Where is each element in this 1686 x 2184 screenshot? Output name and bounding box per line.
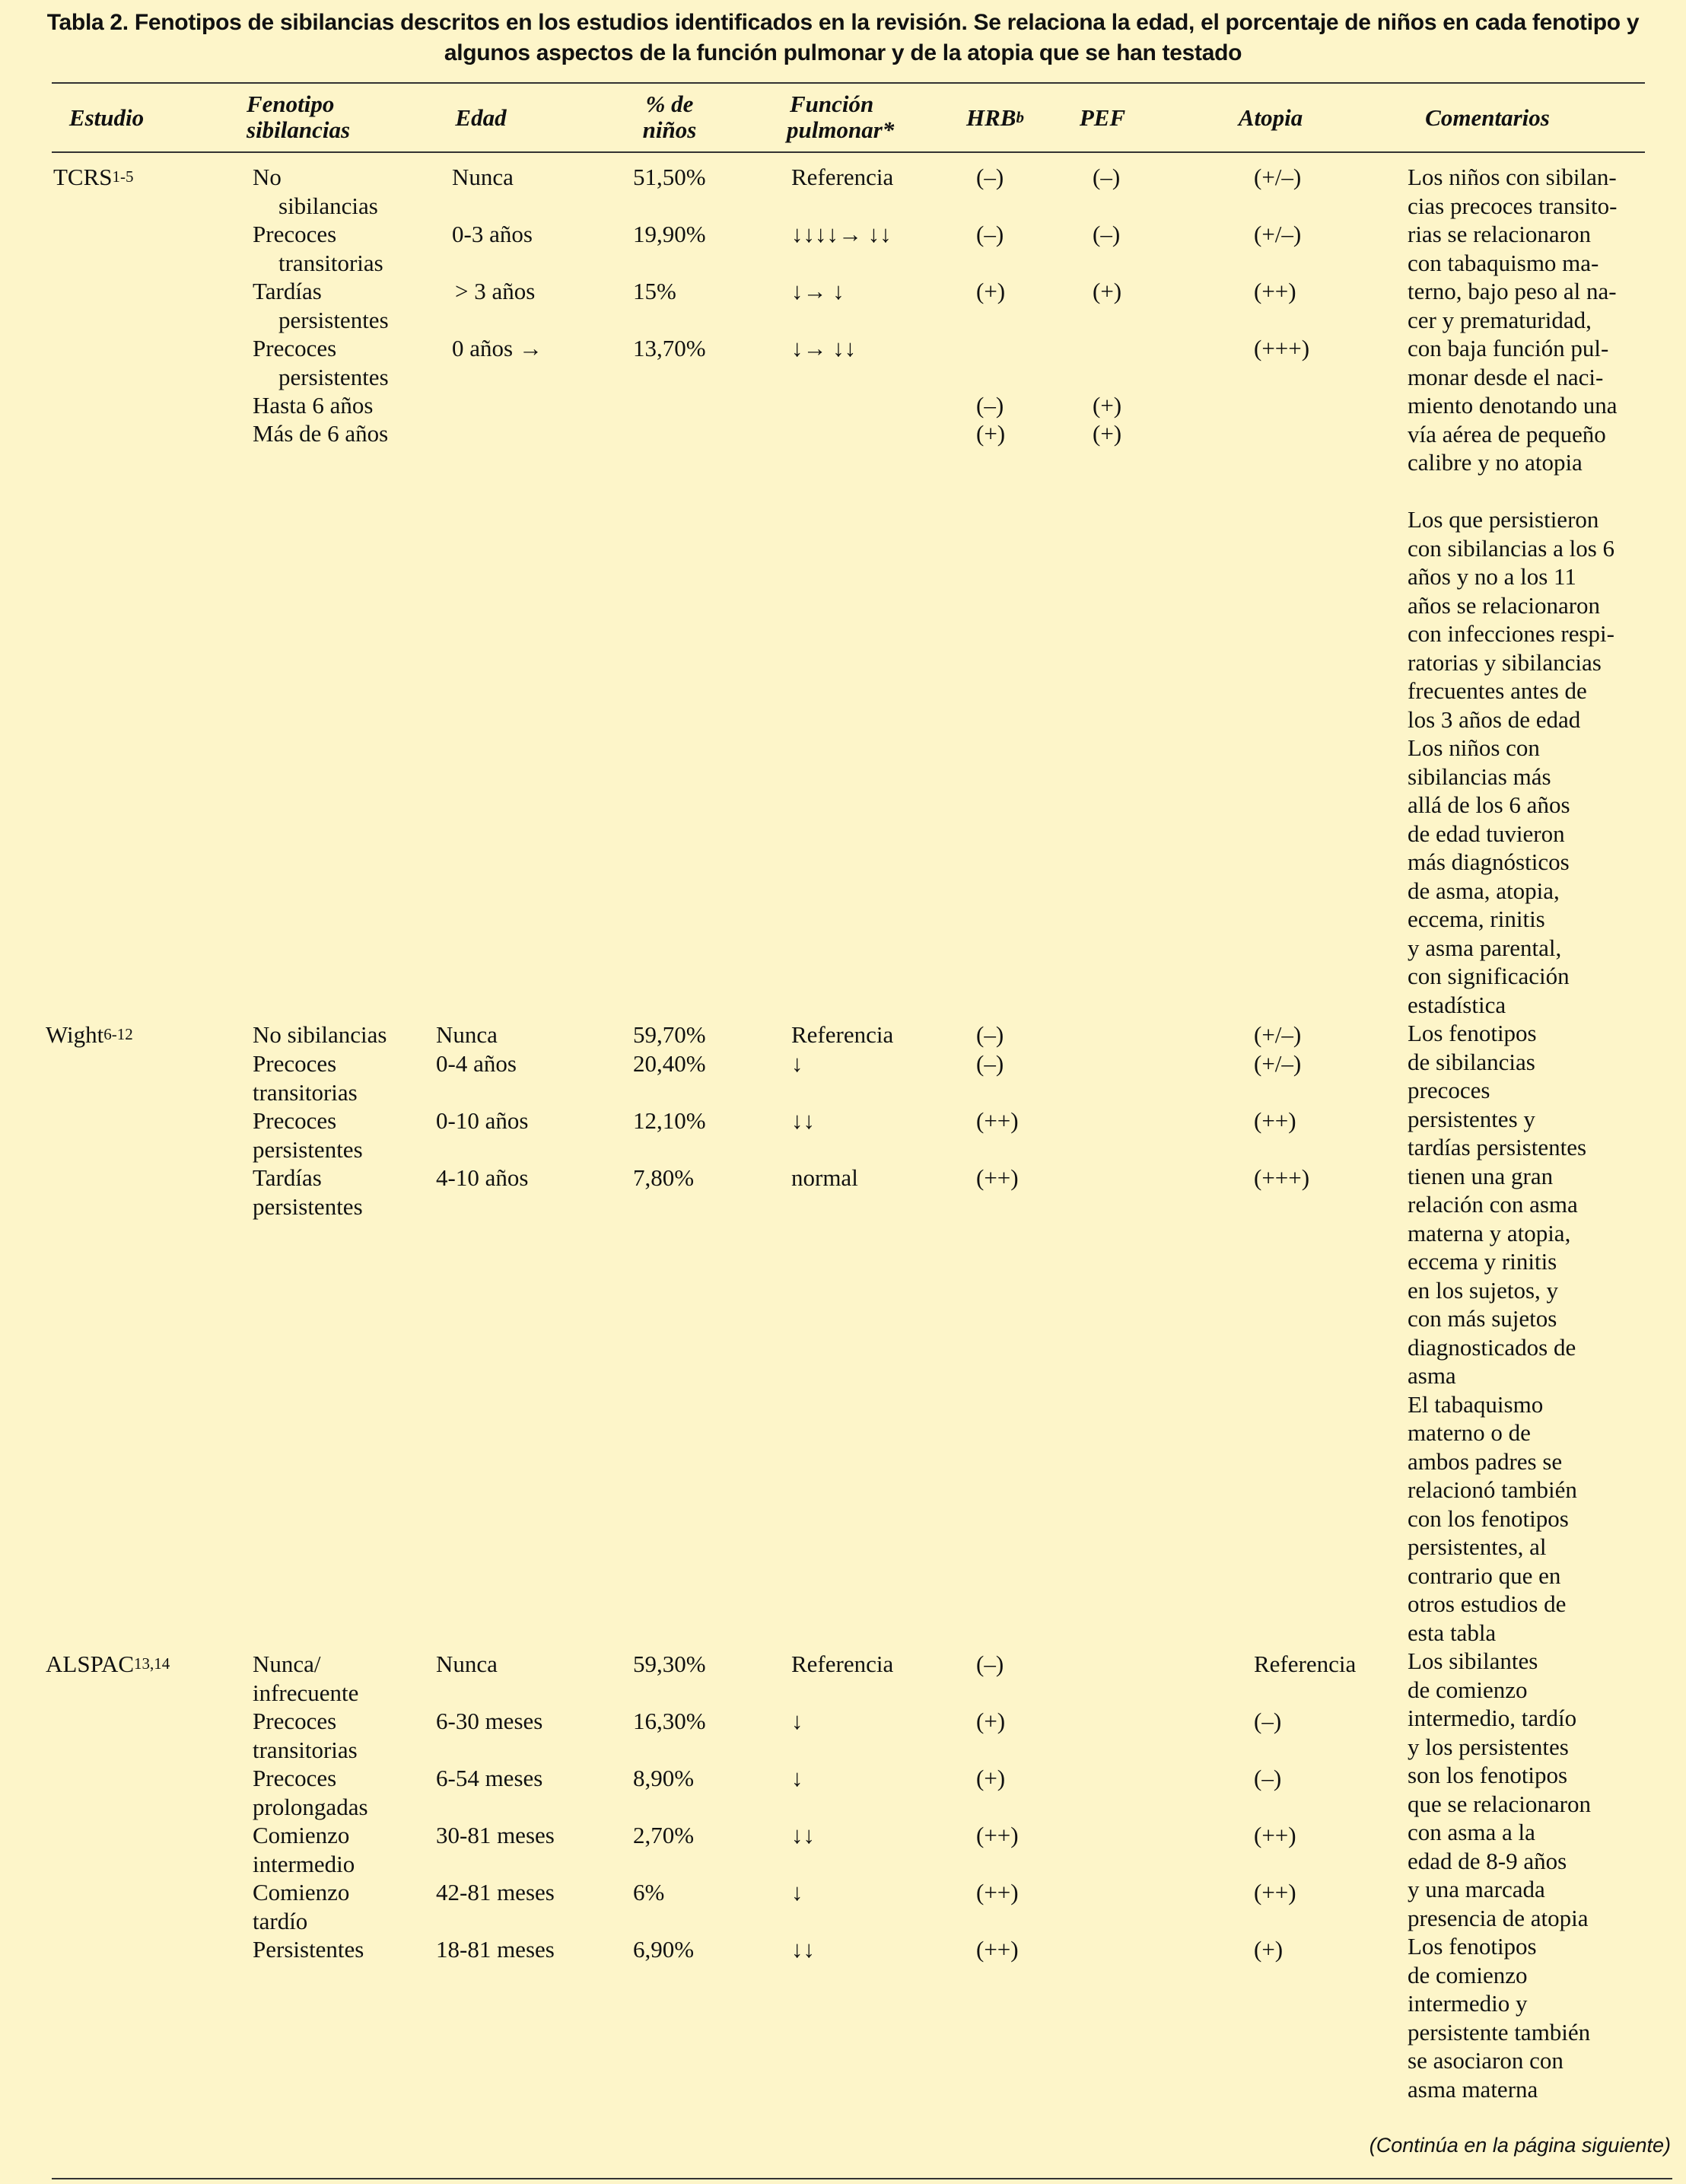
alspac-row-1-atopia: Referencia — [1254, 1651, 1357, 1677]
comment-line: otros estudios de — [1408, 1590, 1567, 1617]
comment-line: y asma parental, — [1408, 934, 1562, 961]
alspac-row-1-fenotipo — [253, 1650, 358, 1707]
comment-line: intermedio y — [1408, 1990, 1528, 2017]
comment-line: los 3 años de edad — [1408, 705, 1581, 733]
tcrs-row-2-pef: (–) — [1093, 221, 1121, 247]
tcrs-row-4-fen-line-2: persistentes — [278, 363, 389, 390]
comment-line: contrario que en — [1408, 1562, 1561, 1589]
study-wight-refs: 6-12 — [103, 1025, 133, 1043]
wight-row-2-pct: 20,40% — [633, 1050, 706, 1077]
wight-row-4-pct: 7,80% — [633, 1164, 695, 1191]
wight-row-3-fen-line-1: Precoces — [253, 1107, 337, 1134]
study-alspac — [46, 1650, 170, 1679]
tcrs-row-3-fen-line-1: Tardías — [253, 278, 322, 304]
comment-line: El tabaquismo — [1408, 1390, 1544, 1418]
wight-row-1-hrb: (–) — [976, 1021, 1004, 1048]
tcrs-row-2-funcion: ↓↓↓↓→ ↓↓ — [791, 221, 892, 247]
header-hrb — [966, 105, 1024, 131]
comment-line: relacionó también — [1408, 1476, 1577, 1503]
comment-line: cias precoces transito- — [1408, 192, 1618, 219]
wight-row-1-fenotipo: No sibilancias — [253, 1021, 387, 1048]
study-wight — [46, 1020, 133, 1049]
alspac-row-6-funcion: ↓↓ — [791, 1936, 815, 1963]
comment-line: materno o de — [1408, 1419, 1531, 1446]
header-pct-line-1: % de — [645, 91, 694, 117]
tcrs-row-6-pef: (+) — [1093, 420, 1122, 447]
comment-line: de comienzo — [1408, 1961, 1528, 1988]
alspac-row-2-fen-line-1: Precoces — [253, 1708, 337, 1734]
header-atopia: Atopia — [1238, 104, 1303, 131]
comment-line: ambos padres se — [1408, 1447, 1563, 1475]
alspac-row-4-fen-line-2: intermedio — [253, 1850, 355, 1877]
table-caption — [15, 8, 1671, 68]
alspac-row-4-edad: 30-81 meses — [436, 1822, 555, 1848]
comment-line: edad de 8-9 años — [1408, 1847, 1567, 1874]
comment-line: sibilancias más — [1408, 762, 1551, 790]
study-tcrs-refs: 1-5 — [112, 167, 134, 186]
comment-line: intermedio, tardío — [1408, 1705, 1577, 1731]
comment-line: con tabaquismo ma- — [1408, 249, 1599, 276]
tcrs-row-2-pct: 19,90% — [633, 221, 706, 247]
tcrs-row-2-atopia: (+/–) — [1254, 221, 1302, 247]
comment-line: persistente también — [1408, 2018, 1591, 2046]
tcrs-row-1-edad: Nunca — [452, 164, 514, 190]
alspac-row-6-hrb: (++) — [976, 1936, 1019, 1963]
study-tcrs-name: TCRS — [53, 164, 113, 190]
tcrs-row-3-pef: (+) — [1093, 278, 1122, 304]
wight-row-1-edad: Nunca — [436, 1021, 498, 1048]
tcrs-row-2-fenotipo — [253, 220, 383, 277]
comment-line: eccema y rinitis — [1408, 1248, 1557, 1275]
comment-line: de edad tuvieron — [1408, 820, 1565, 847]
alspac-row-6-edad: 18-81 meses — [436, 1936, 555, 1963]
comment-line: con significación — [1408, 963, 1570, 989]
alspac-row-6-atopia: (+) — [1254, 1936, 1284, 1963]
alspac-row-4-funcion: ↓↓ — [791, 1822, 815, 1848]
tcrs-row-3-fen-line-2: persistentes — [278, 306, 389, 333]
header-fenotipo — [247, 91, 350, 143]
alspac-row-2-edad: 6-30 meses — [436, 1708, 543, 1734]
header-funcion — [787, 91, 894, 143]
tcrs-row-4-edad: 0 años → — [452, 335, 542, 361]
alspac-row-1-edad: Nunca — [436, 1651, 498, 1677]
alspac-row-6-fenotipo: Persistentes — [253, 1936, 364, 1963]
alspac-row-1-hrb: (–) — [976, 1651, 1004, 1677]
alspac-row-5-fen-line-2: tardío — [253, 1907, 308, 1934]
alspac-row-4-atopia: (++) — [1254, 1822, 1296, 1848]
header-rule — [52, 151, 1645, 153]
top-rule — [52, 82, 1645, 84]
tcrs-row-5-hrb: (–) — [976, 392, 1004, 419]
comment-line: frecuentes antes de — [1408, 677, 1587, 704]
alspac-row-5-atopia: (++) — [1254, 1879, 1296, 1905]
wight-row-2-fenotipo — [253, 1049, 358, 1106]
alspac-row-3-funcion: ↓ — [791, 1765, 803, 1791]
comment-line: Los niños con sibilan- — [1408, 164, 1617, 190]
alspac-row-4-fenotipo — [253, 1821, 355, 1878]
wight-row-3-fen-line-2: persistentes — [253, 1135, 363, 1163]
tcrs-row-3-funcion: ↓→ ↓ — [791, 278, 845, 304]
comment-line: se asociaron con — [1408, 2047, 1564, 2074]
wight-row-3-pct: 12,10% — [633, 1107, 706, 1134]
comment-line: calibre y no atopia — [1408, 449, 1583, 476]
tcrs-row-2-edad: 0-3 años — [452, 221, 533, 247]
tcrs-row-3-pct: 15% — [633, 278, 676, 304]
comment-line: tienen una gran — [1408, 1162, 1554, 1189]
alspac-row-1-fen-line-2: infrecuente — [253, 1679, 359, 1706]
alspac-row-2-fen-line-2: transitorias — [253, 1736, 358, 1763]
comment-line: cer y prematuridad, — [1408, 306, 1592, 333]
wight-row-1-atopia: (+/–) — [1254, 1021, 1302, 1048]
comment-line: Los fenotipos — [1408, 1020, 1537, 1046]
comment-line: rias se relacionaron — [1408, 221, 1591, 247]
tcrs-row-1-funcion: Referencia — [791, 164, 894, 190]
comment-line: Los fenotipos — [1408, 1933, 1537, 1960]
comment-line: vía aérea de pequeño — [1408, 420, 1606, 447]
comment-line: asma — [1408, 1362, 1456, 1389]
comment-line: precoces — [1408, 1077, 1490, 1103]
comment-line: diagnosticados de — [1408, 1333, 1576, 1361]
tcrs-row-6-hrb: (+) — [976, 420, 1006, 447]
comment-line: terno, bajo peso al na- — [1408, 278, 1617, 304]
alspac-row-5-funcion: ↓ — [791, 1879, 803, 1905]
header-pct — [643, 91, 697, 143]
comment-line: de asma, atopia, — [1408, 877, 1560, 904]
header-funcion-line-1: Función — [790, 91, 874, 117]
comment-line: miento denotando una — [1408, 392, 1618, 419]
header-fenotipo-line-2: sibilancias — [247, 116, 351, 143]
header-funcion-line-2: pulmonar* — [787, 116, 895, 143]
comment-line: persistentes y — [1408, 1105, 1535, 1132]
comment-line: relación con asma — [1408, 1191, 1578, 1218]
wight-row-4-funcion: normal — [791, 1164, 858, 1191]
wight-row-3-fenotipo — [253, 1106, 363, 1164]
tcrs-row-4-funcion: ↓→ ↓↓ — [791, 335, 857, 361]
comment-line: con los fenotipos — [1408, 1504, 1569, 1532]
wight-row-2-edad: 0-4 años — [436, 1050, 517, 1077]
comment-line: Los que persistieron — [1408, 506, 1599, 533]
wight-row-2-fen-line-2: transitorias — [253, 1078, 358, 1106]
comment-line: presencia de atopia — [1408, 1904, 1589, 1931]
alspac-row-5-pct: 6% — [633, 1879, 665, 1905]
wight-row-1-funcion: Referencia — [791, 1021, 894, 1048]
tcrs-row-2-hrb: (–) — [976, 221, 1004, 247]
comment-line: años se relacionaron — [1408, 591, 1601, 619]
header-pef: PEF — [1079, 104, 1126, 131]
wight-row-2-funcion: ↓ — [791, 1050, 803, 1077]
alspac-row-2-pct: 16,30% — [633, 1708, 706, 1734]
header-fenotipo-line-1: Fenotipo — [247, 91, 335, 117]
comment-line: más diagnósticos — [1408, 848, 1570, 875]
alspac-row-1-fen-line-1: Nunca/ — [253, 1651, 321, 1677]
comment-line: asma materna — [1408, 2075, 1538, 2103]
comment-line: persistentes, al — [1408, 1533, 1547, 1560]
comment-line: eccema, rinitis — [1408, 906, 1545, 932]
tcrs-row-1-fen-line-2: sibilancias — [278, 192, 378, 219]
alspac-row-3-pct: 8,90% — [633, 1765, 695, 1791]
study-wight-name: Wight — [46, 1021, 104, 1048]
header-comentarios: Comentarios — [1425, 104, 1550, 131]
alspac-row-2-funcion: ↓ — [791, 1708, 803, 1734]
alspac-row-3-fenotipo — [253, 1764, 368, 1821]
wight-row-4-fen-line-1: Tardías — [253, 1164, 322, 1191]
tcrs-row-1-pct: 51,50% — [633, 164, 706, 190]
comment-line: y una marcada — [1408, 1876, 1545, 1902]
comment-line: de comienzo — [1408, 1676, 1528, 1703]
wight-row-4-atopia: (+++) — [1254, 1164, 1310, 1191]
header-pct-line-2: niños — [642, 116, 697, 143]
wight-row-3-edad: 0-10 años — [436, 1107, 529, 1134]
alspac-row-1-pct: 59,30% — [633, 1651, 706, 1677]
tcrs-row-5-pef: (+) — [1093, 392, 1122, 419]
alspac-row-2-atopia: (–) — [1254, 1708, 1282, 1734]
alspac-row-5-edad: 42-81 meses — [436, 1879, 555, 1905]
tcrs-row-4-fenotipo — [253, 334, 389, 391]
comment-line: en los sujetos, y — [1408, 1276, 1559, 1304]
header-estudio: Estudio — [68, 104, 145, 131]
wight-row-4-fenotipo — [253, 1164, 363, 1221]
alspac-row-3-atopia: (–) — [1254, 1765, 1282, 1791]
tcrs-row-4-fen-line-1: Precoces — [253, 335, 337, 361]
comment-line: que se relacionaron — [1408, 1790, 1591, 1817]
comment-line: tardías persistentes — [1408, 1134, 1587, 1160]
alspac-row-5-hrb: (++) — [976, 1879, 1019, 1905]
alspac-row-4-fen-line-1: Comienzo — [253, 1822, 350, 1848]
comment-line: monar desde el naci- — [1408, 363, 1604, 390]
wight-row-2-fen-line-1: Precoces — [253, 1050, 337, 1077]
wight-row-3-atopia: (++) — [1254, 1107, 1296, 1134]
tcrs-row-3-edad: > 3 años — [455, 278, 536, 304]
header-hrb-text: HRB — [966, 104, 1016, 131]
alspac-row-1-funcion: Referencia — [791, 1651, 894, 1677]
bottom-rule — [52, 2178, 1672, 2179]
wight-row-4-edad: 4-10 años — [436, 1164, 529, 1191]
comment-line: allá de los 6 años — [1408, 791, 1570, 818]
tcrs-row-4-atopia: (+++) — [1254, 335, 1310, 361]
header-hrb-sup: b — [1016, 108, 1024, 126]
tcrs-row-2-fen-line-2: transitorias — [278, 249, 383, 276]
comment-line: con infecciones respi- — [1408, 620, 1614, 647]
comment-line: con baja función pul- — [1408, 335, 1609, 361]
alspac-row-3-hrb: (+) — [976, 1765, 1006, 1791]
alspac-row-2-hrb: (+) — [976, 1708, 1006, 1734]
tcrs-row-6-fenotipo: Más de 6 años — [253, 420, 389, 447]
wight-row-3-funcion: ↓↓ — [791, 1107, 815, 1134]
wight-row-3-hrb: (++) — [976, 1107, 1019, 1134]
study-alspac-name: ALSPAC — [46, 1651, 135, 1677]
comment-line: Los niños con — [1408, 734, 1540, 761]
alspac-row-5-fen-line-1: Comienzo — [253, 1879, 350, 1905]
comment-line: esta tabla — [1408, 1619, 1497, 1646]
tcrs-row-5-fenotipo: Hasta 6 años — [253, 392, 374, 419]
comment-line: son los fenotipos — [1408, 1762, 1568, 1788]
tcrs-row-3-atopia: (++) — [1254, 278, 1296, 304]
wight-row-4-hrb: (++) — [976, 1164, 1019, 1191]
alspac-row-5-fenotipo — [253, 1878, 349, 1935]
tcrs-row-2-fen-line-1: Precoces — [253, 221, 337, 247]
alspac-row-3-fen-line-2: prolongadas — [253, 1793, 368, 1820]
alspac-row-3-edad: 6-54 meses — [436, 1765, 543, 1791]
caption-line-2: algunos aspectos de la función pulmonar y de la atopia que se han testado — [444, 40, 1242, 65]
tcrs-row-3-fenotipo — [253, 277, 389, 334]
tcrs-row-1-atopia: (+/–) — [1254, 164, 1302, 190]
continuation-note: (Continúa en la página siguiente) — [1369, 2134, 1671, 2157]
alspac-row-4-hrb: (++) — [976, 1822, 1019, 1848]
header-edad: Edad — [455, 104, 507, 131]
comment-line: Los sibilantes — [1408, 1648, 1538, 1674]
wight-row-2-atopia: (+/–) — [1254, 1050, 1302, 1077]
comment-line: ratorias y sibilancias — [1408, 648, 1602, 676]
tcrs-row-1-fenotipo — [253, 163, 378, 220]
alspac-row-4-pct: 2,70% — [633, 1822, 695, 1848]
tcrs-row-1-fen-line-1: No — [253, 164, 282, 190]
comment-line: de sibilancias — [1408, 1048, 1535, 1075]
comment-line: años y no a los 11 — [1408, 563, 1576, 590]
alspac-row-2-fenotipo — [253, 1707, 358, 1764]
study-tcrs — [53, 163, 134, 192]
tcrs-row-1-hrb: (–) — [976, 164, 1004, 190]
comment-line: con sibilancias a los 6 — [1408, 534, 1615, 562]
comment-line: y los persistentes — [1408, 1733, 1569, 1760]
comment-line: con asma a la — [1408, 1819, 1535, 1845]
caption-line-1: Tabla 2. Fenotipos de sibilancias descritos en los estudios identificados en la revisión. Se relaciona la edad, el porcentaje de niños en cada fenotipo y — [46, 10, 1640, 35]
study-alspac-refs: 13,14 — [134, 1654, 170, 1673]
comment-line: estadística — [1408, 991, 1506, 1018]
tcrs-row-4-pct: 13,70% — [633, 335, 706, 361]
wight-row-4-fen-line-2: persistentes — [253, 1192, 363, 1220]
tcrs-row-1-pef: (–) — [1093, 164, 1121, 190]
alspac-row-6-pct: 6,90% — [633, 1936, 695, 1963]
comment-line: materna y atopia, — [1408, 1219, 1571, 1246]
wight-row-2-hrb: (–) — [976, 1050, 1004, 1077]
wight-row-1-pct: 59,70% — [633, 1021, 706, 1048]
alspac-row-3-fen-line-1: Precoces — [253, 1765, 337, 1791]
tcrs-row-3-hrb: (+) — [976, 278, 1006, 304]
comment-line: con más sujetos — [1408, 1305, 1557, 1332]
